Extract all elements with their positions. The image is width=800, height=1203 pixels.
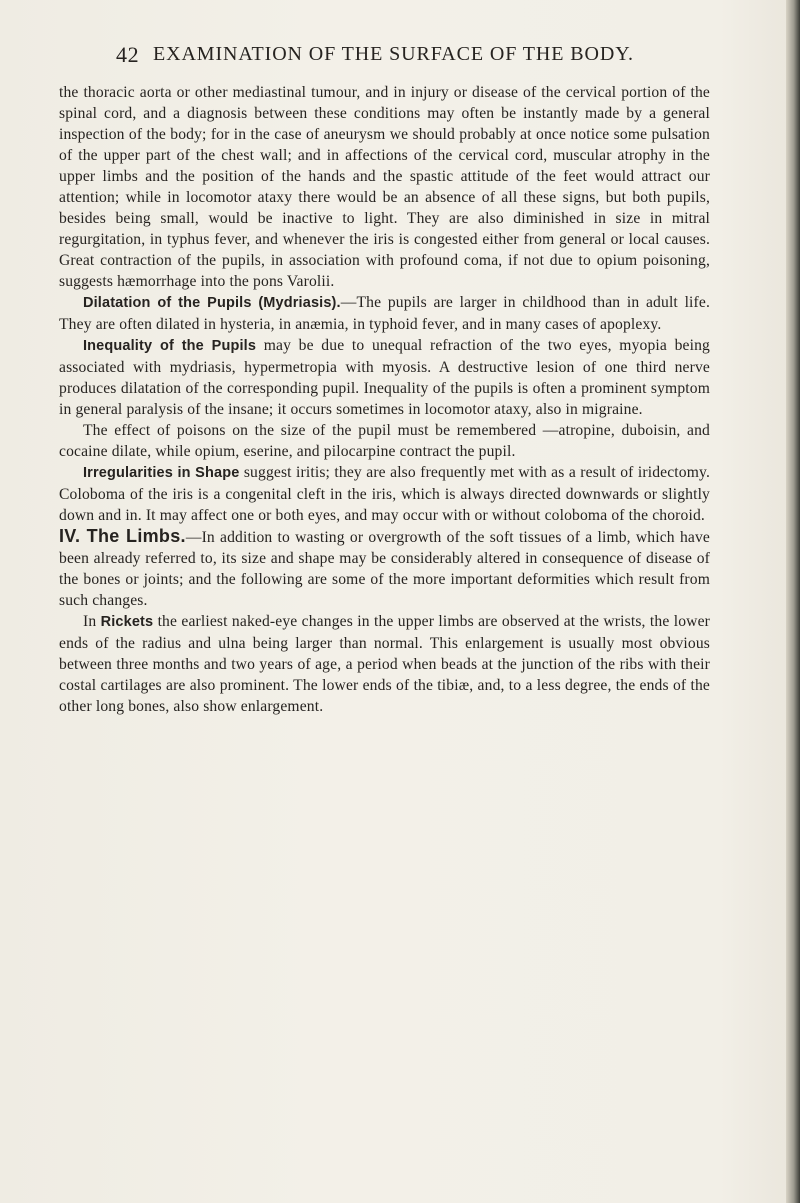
paragraph-text: may be due to unequal refraction of the two eyes, myopia being associated with mydriasis, hypermetropia with myosis. A destructive lesion of one third nerve produces dilatation of the corresponding pupil. Inequality of the pupils is often a prominent symptom in general paralysis of the insane; it occurs sometimes in locomotor ataxy, also in migraine.	[59, 337, 710, 418]
heading-rickets: Rickets	[100, 614, 154, 630]
paragraph-text: —The pupils are larger in childhood than in adult life. They are often dilated in hysteria, in anæmia, in typhoid fever, and in many cases of apoplexy.	[59, 294, 710, 333]
paragraph-text: the thoracic aorta or other mediastinal tumour, and in injury or disease of the cervical portion of the spinal cord, and a diagnosis between these conditions may often be instantly made by a general inspection of the body; for in the case of aneurysm we should probably at once notice some pulsation of the upper part of the chest wall; and in affections of the cervical cord, muscular atrophy in the upper limbs and the position of the hands and the spastic attitude of the feet would attract our attention; while in locomotor ataxy there would be an absence of all these signs, but both pupils, besides being small, would be inactive to light. They are also diminished in size in mitral regurgitation, in typhus fever, and whenever the iris is congested either from general or local causes. Great contraction of the pupils, in association with profound coma, if not due to opium poisoning, suggests hæmorrhage into the pons Varolii.	[59, 84, 710, 290]
paragraph-limbs	[59, 526, 710, 611]
paragraph-text: In	[83, 613, 101, 630]
body-text	[59, 82, 710, 717]
page-edge-shadow	[786, 0, 800, 1203]
paragraph-inequality	[59, 335, 710, 420]
paragraph-poisons	[59, 420, 710, 462]
heading-dilatation: Dilatation of the Pupils (Mydriasis).	[83, 295, 341, 311]
running-title: EXAMINATION OF THE SURFACE OF THE BODY.	[153, 43, 634, 65]
paragraph-text: —In addition to wasting or overgrowth of the soft tissues of a limb, which have been already referred to, its size and shape may be considerably altered in consequence of disease of the bones or joints; and the following are some of the more important deformities which result from such changes.	[59, 529, 710, 609]
section-heading-limbs: IV. The Limbs.	[59, 526, 186, 546]
paragraph-rickets	[59, 611, 710, 717]
page-header	[116, 42, 756, 72]
heading-inequality: Inequality of the Pupils	[83, 338, 257, 354]
paragraph-text: The effect of poisons on the size of the pupil must be remembered —atropine, duboisin, and cocaine dilate, while opium, eserine, and pilocarpine contract the pupil.	[59, 422, 710, 460]
heading-irregularities: Irregularities in Shape	[83, 465, 240, 481]
paragraph-dilatation	[59, 292, 710, 335]
paragraph-irregularities	[59, 462, 710, 526]
paragraph-text: suggest iritis; they are also frequently met with as a result of iridectomy. Coloboma of the iris is a congenital cleft in the iris, which is always directed downwards or slightly down and in. It may affect one or both eyes, and may occur with or without coloboma of the choroid.	[59, 464, 710, 524]
paragraph-pupils-contraction	[59, 82, 710, 292]
paragraph-text: the earliest naked-eye changes in the upper limbs are observed at the wrists, the lower ends of the radius and ulna being larger than normal. This enlargement is usually most obvious between three months and two years of age, a period when beads at the junction of the ribs with their costal cartilages are also prominent. The lower ends of the tibiæ, and, to a less degree, the ends of the other long bones, also show enlargement.	[59, 613, 710, 715]
page-number: 42	[116, 42, 140, 67]
